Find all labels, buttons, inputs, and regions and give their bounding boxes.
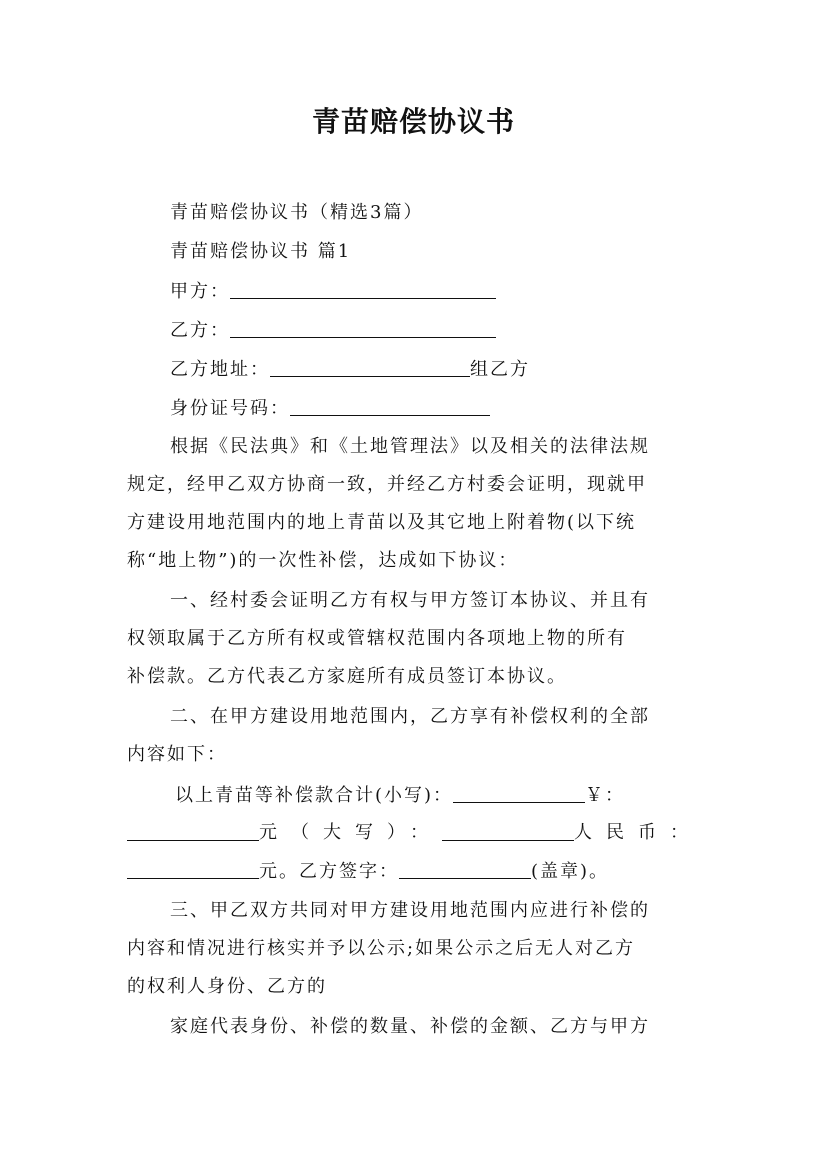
amount-capital-label: 元（大写）： <box>259 822 442 843</box>
para1-line1: 根据《民法典》和《土地管理法》以及相关的法律法规 <box>170 436 650 457</box>
amount-capital-blank <box>442 822 574 841</box>
amount-line2 <box>127 820 702 846</box>
party-b-address-label: 乙方地址： <box>170 359 270 380</box>
para4-line1: 三、甲乙双方共同对甲方建设用地范围内应进行补偿的 <box>170 900 650 921</box>
party-b-row <box>170 317 496 344</box>
para5-line1: 家庭代表身份、补偿的数量、补偿的金额、乙方与甲方 <box>170 1016 650 1037</box>
amount-small-label: 以上青苗等补偿款合计(小写)： <box>175 785 454 806</box>
para3-line2: 内容如下： <box>127 744 227 765</box>
para2-line3: 补偿款。乙方代表乙方家庭所有成员签订本协议。 <box>127 666 567 687</box>
document-title: 青苗赔偿协议书 <box>311 105 515 138</box>
para2-line1: 一、经村委会证明乙方有权与甲方签订本协议、并且有 <box>170 590 650 611</box>
amount-yen-blank <box>127 822 259 841</box>
amount-line3 <box>127 858 609 885</box>
party-a-label: 甲方： <box>170 281 230 302</box>
party-b-label: 乙方： <box>170 320 230 341</box>
para1-line3: 方建设用地范围内的地上青苗以及其它地上附着物(以下统 <box>127 512 637 533</box>
party-b-address-suffix: 组乙方 <box>470 359 530 380</box>
party-a-blank <box>230 280 496 299</box>
para1-line4: 称“地上物”)的一次性补偿，达成如下协议： <box>127 550 519 571</box>
para3-line1: 二、在甲方建设用地范围内，乙方享有补偿权利的全部 <box>170 706 650 727</box>
para2-line2: 权领取属于乙方所有权或管辖权范围内各项地上物的所有 <box>127 628 627 649</box>
amount-rmb-blank <box>127 860 259 879</box>
amount-rmb-label: 人民币： <box>574 822 702 843</box>
id-number-blank <box>290 397 490 416</box>
id-number-row <box>170 395 490 422</box>
party-b-address-row <box>170 356 530 383</box>
signature-blank <box>399 860 531 879</box>
amount-yen-label: ￥： <box>585 785 626 806</box>
para4-line2: 内容和情况进行核实并予以公示;如果公示之后无人对乙方 <box>127 938 636 959</box>
signature-label: 元。乙方签字： <box>259 861 399 882</box>
id-number-label: 身份证号码： <box>170 398 290 419</box>
amount-small-blank <box>453 784 585 803</box>
party-a-row <box>170 278 496 305</box>
document-subtitle: 青苗赔偿协议书（精选3篇） <box>170 202 424 223</box>
amount-line1 <box>175 782 625 809</box>
chapter-heading: 青苗赔偿协议书 篇1 <box>170 241 352 262</box>
para1-line2: 规定，经甲乙双方协商一致，并经乙方村委会证明，现就甲 <box>127 474 647 495</box>
party-b-blank <box>230 319 496 338</box>
party-b-address-blank <box>270 358 470 377</box>
seal-label: (盖章)。 <box>531 861 610 882</box>
para4-line3: 的权利人身份、乙方的 <box>127 976 327 997</box>
